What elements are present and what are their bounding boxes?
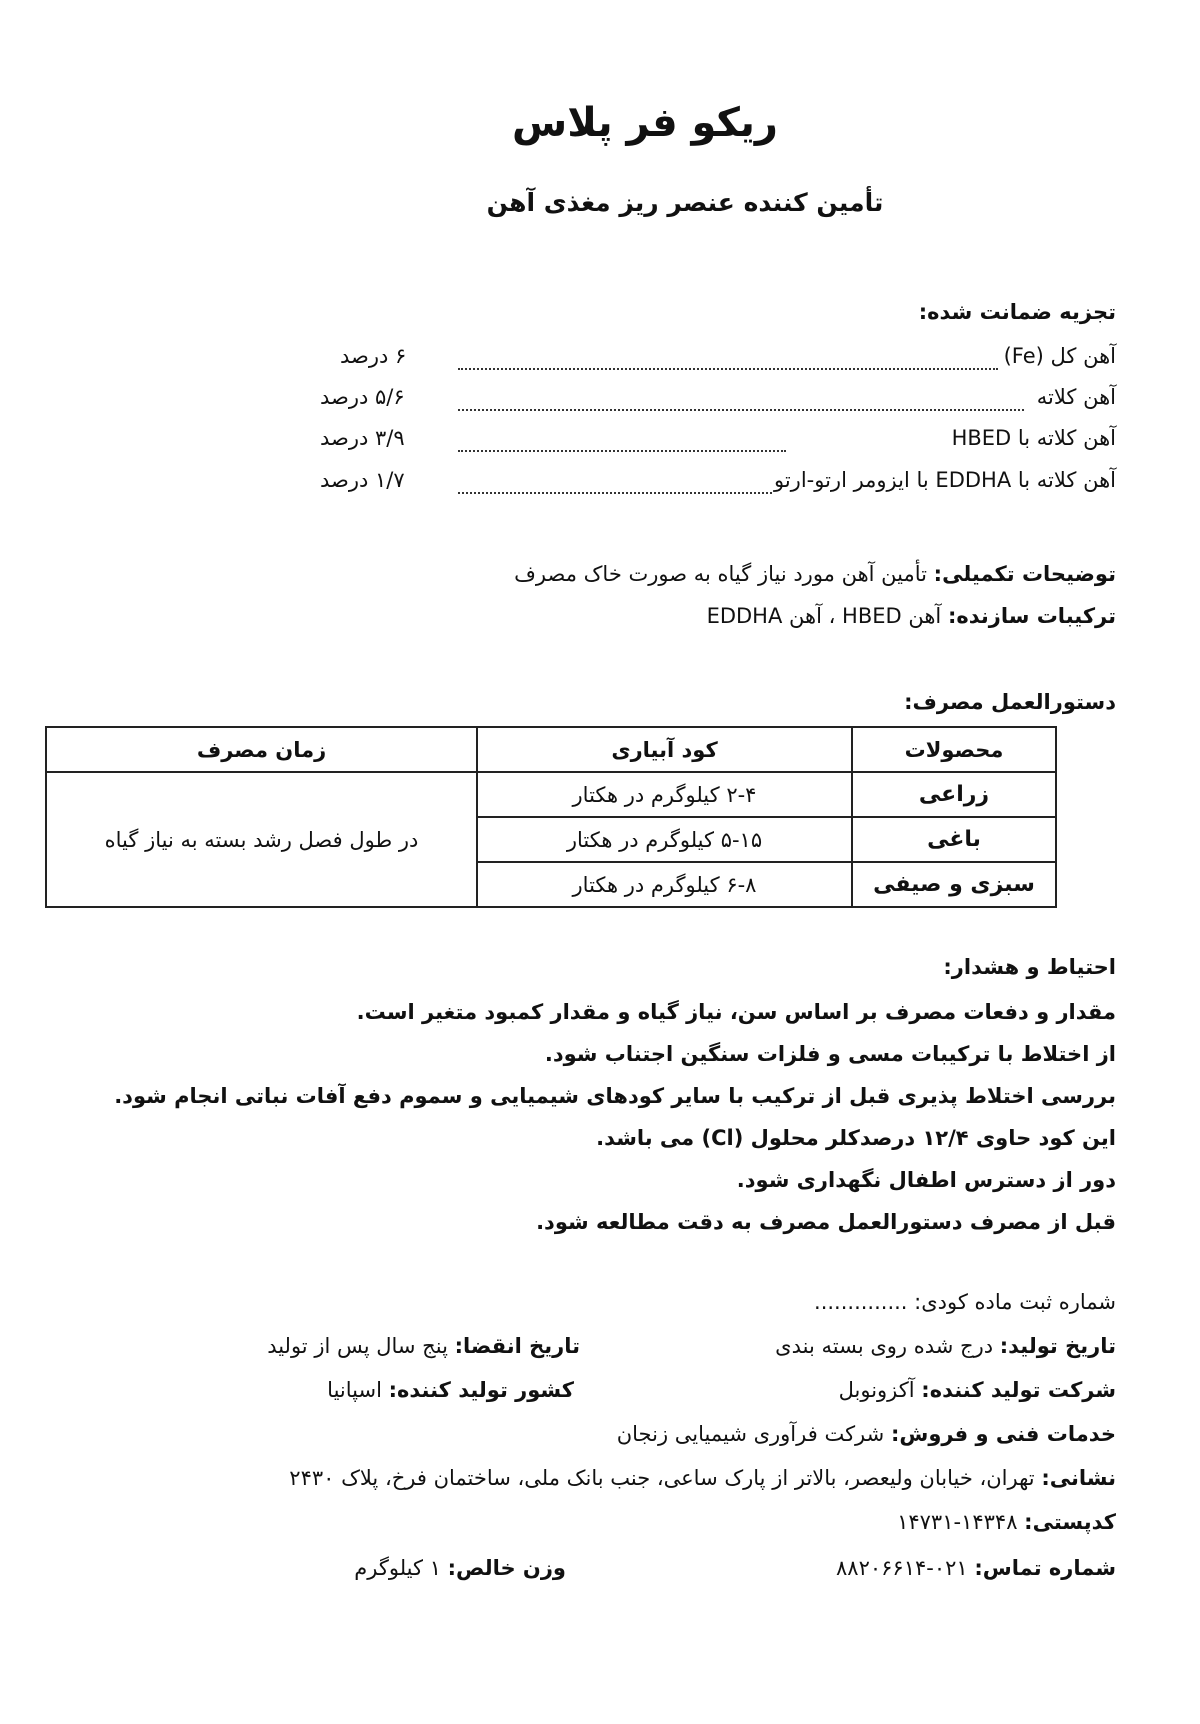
product-subtitle: تأمین کننده عنصر ریز مغذی آهن: [486, 188, 884, 217]
header-crops: محصولات: [852, 727, 1056, 772]
country-label: کشور تولید کننده:: [388, 1378, 574, 1402]
dose-cell: ۲-۴ کیلوگرم در هکتار: [477, 772, 852, 817]
analysis-row: [320, 468, 1116, 498]
address: [289, 1466, 1116, 1490]
production-date-label: تاریخ تولید:: [999, 1334, 1116, 1358]
expiry-date: [267, 1334, 580, 1358]
warning-line: از اختلاط با ترکیبات مسی و فلزات سنگین اجتناب شود.: [544, 1042, 1116, 1066]
postal-value: ۱۴۳۴۸-۱۴۷۳۱: [897, 1510, 1018, 1534]
analysis-label: آهن کلاته با HBED: [951, 426, 1116, 450]
analysis-row: [340, 344, 1116, 374]
postal-label: کدپستی:: [1024, 1510, 1116, 1534]
country-value: اسپانیا: [327, 1378, 382, 1402]
header-time: زمان مصرف: [46, 727, 477, 772]
weight-label: وزن خالص:: [447, 1556, 566, 1580]
warning-line: این کود حاوی ۱۲/۴ درصدکلر محلول (Cl) می باشد.: [596, 1126, 1116, 1150]
phone-label: شماره تماس:: [974, 1556, 1116, 1580]
dose-cell: ۶-۸ کیلوگرم در هکتار: [477, 862, 852, 907]
analysis-label: آهن کلاته با EDDHA با ایزومر ارتو-ارتو: [773, 468, 1116, 492]
usage-table: [45, 726, 1057, 908]
header-fertigation: کود آبیاری: [477, 727, 852, 772]
address-label: نشانی:: [1041, 1466, 1116, 1490]
analysis-label: آهن کل (Fe): [1003, 344, 1116, 368]
dose-cell: ۵-۱۵ کیلوگرم در هکتار: [477, 817, 852, 862]
country: [327, 1378, 574, 1402]
dotted-leader: [458, 474, 772, 494]
net-weight: [354, 1556, 566, 1580]
table-row: [46, 772, 1056, 817]
warning-line: دور از دسترس اطفال نگهداری شود.: [736, 1168, 1116, 1192]
warning-line: مقدار و دفعات مصرف بر اساس سن، نیاز گیاه و مقدار کمبود متغیر است.: [356, 1000, 1116, 1024]
product-title: ریکو فر پلاس: [512, 100, 778, 146]
analysis-value: ۳/۹ درصد: [320, 426, 405, 450]
warning-line: بررسی اختلاط پذیری قبل از ترکیب با سایر کودهای شیمیایی و سموم دفع آفات نباتی انجام شود.: [114, 1084, 1116, 1108]
analysis-value: ۵/۶ درصد: [320, 385, 405, 409]
crop-cell: زراعی: [852, 772, 1056, 817]
analysis-value: ۶ درصد: [340, 344, 407, 368]
details-composition: [707, 604, 1116, 628]
registration-value: ..............: [814, 1290, 908, 1314]
service-label: خدمات فنی و فروش:: [890, 1422, 1116, 1446]
phone-value: ۰۲۱-۸۸۲۰۶۶۱۴: [836, 1556, 968, 1580]
warning-line: قبل از مصرف دستورالعمل مصرف به دقت مطالعه شود.: [536, 1210, 1116, 1234]
postal-code: [897, 1510, 1116, 1534]
analysis-row: [320, 426, 1116, 456]
analysis-value: ۱/۷ درصد: [320, 468, 405, 492]
analysis-row: [320, 385, 1116, 415]
manufacturer-label: شرکت تولید کننده:: [921, 1378, 1116, 1402]
registration-number: [814, 1290, 1116, 1314]
production-date-value: درج شده روی بسته بندی: [775, 1334, 994, 1358]
service-value: شرکت فرآوری شیمیایی زنجان: [616, 1422, 885, 1446]
analysis-label: آهن کلاته: [1036, 385, 1116, 409]
service: [617, 1422, 1116, 1446]
manufacturer-value: آکزونوبل: [838, 1378, 915, 1402]
description-value: تأمین آهن مورد نیاز گیاه به صورت خاک مصرف: [514, 562, 927, 586]
crop-cell: سبزی و صیفی: [852, 862, 1056, 907]
phone: [836, 1556, 1116, 1580]
manufacturer: [839, 1378, 1116, 1402]
table-header-row: [46, 727, 1056, 772]
expiry-date-label: تاریخ انقضا:: [454, 1334, 580, 1358]
warnings-heading: احتیاط و هشدار:: [943, 955, 1116, 979]
dotted-leader: [458, 391, 1024, 411]
description-label: توضیحات تکمیلی:: [933, 562, 1116, 586]
usage-heading: دستورالعمل مصرف:: [904, 690, 1116, 714]
expiry-date-value: پنج سال پس از تولید: [267, 1334, 448, 1358]
weight-value: ۱ کیلوگرم: [354, 1556, 441, 1580]
address-value: تهران، خیابان ولیعصر، بالاتر از پارک ساعی، جنب بانک ملی، ساختمان فرخ، پلاک ۲۴۳۰: [289, 1466, 1035, 1490]
production-date: [775, 1334, 1116, 1358]
composition-label: ترکیبات سازنده:: [947, 604, 1116, 628]
composition-value: آهن HBED ، آهن EDDHA: [706, 604, 942, 628]
time-cell: در طول فصل رشد بسته به نیاز گیاه: [46, 772, 477, 907]
details-description: [514, 562, 1116, 586]
dotted-leader: [458, 350, 998, 370]
registration-label: شماره ثبت ماده کودی:: [914, 1290, 1116, 1314]
dotted-leader: [458, 432, 786, 452]
crop-cell: باغی: [852, 817, 1056, 862]
analysis-heading: تجزیه ضمانت شده:: [918, 300, 1116, 324]
